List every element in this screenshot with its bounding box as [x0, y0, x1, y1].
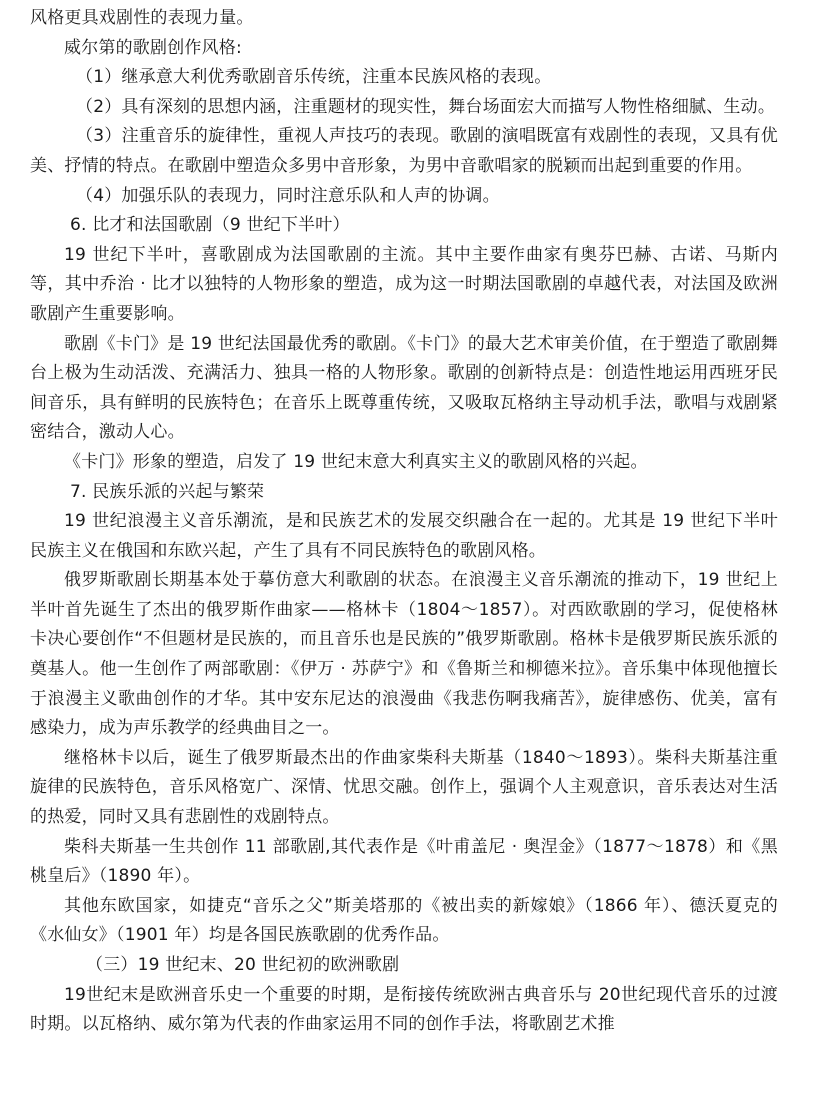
paragraph-carmen: 歌剧《卡门》是 19 世纪法国最优秀的歌剧。《卡门》的最大艺术审美价值，在于塑造了歌剧舞台上极为生动活泼、充满活力、独具一格的人物形象。歌剧的创新特点是：创造性地运用西班牙民间音乐，具有鲜明的民族特色；在音乐上既尊重传统，又吸取瓦格纳主导动机手法，歌唱与戏剧紧密结合，激动人心。: [30, 333, 778, 443]
paragraph-national-schools: 19 世纪浪漫主义音乐潮流，是和民族艺术的发展交织融合在一起的。尤其是 19 世纪下半叶民族主义在俄国和东欧兴起，产生了具有不同民族特色的歌剧风格。: [30, 511, 778, 561]
section-heading-7: 7. 民族乐派的兴起与繁荣: [70, 481, 265, 502]
paragraph-late-19th-century: 19世纪末是欧洲音乐史一个重要的时期，是衔接传统欧洲古典音乐与 20世纪现代音乐的过渡时期。以瓦格纳、威尔第为代表的作曲家运用不同的创作手法，将歌剧艺术推: [30, 984, 778, 1035]
paragraph-tchaikovsky-operas: 柴科夫斯基一生共创作 11 部歌剧,其代表作是《叶甫盖尼 · 奥涅金》（1877～1878）和《黑桃皇后》（1890 年）。: [30, 836, 778, 887]
paragraph-french-opera: 19 世纪下半叶，喜歌剧成为法国歌剧的主流。其中主要作曲家有奥芬巴赫、古诺、马斯内等，其中乔治 · 比才以独特的人物形象的塑造，成为这一时期法国歌剧的卓越代表，对法国及欧洲歌剧产生重要影响。: [30, 244, 778, 324]
paragraph-verdi-intro: 威尔第的歌剧创作风格:: [64, 37, 242, 58]
list-item-4: （4）加强乐队的表现力，同时注意乐队和人声的协调。: [76, 185, 500, 206]
paragraph-continuation: 风格更具戏剧性的表现力量。: [30, 8, 254, 28]
paragraph-tchaikovsky: 继格林卡以后，诞生了俄罗斯最杰出的作曲家柴科夫斯基（1840～1893）。柴科夫斯基注重旋律的民族特色，音乐风格宽广、深情、忧思交融。创作上，强调个人主观意识，音乐表达对生活的热爱，同时又具有悲剧性的戏剧特点。: [30, 747, 778, 828]
paragraph-glinka: 俄罗斯歌剧长期基本处于摹仿意大利歌剧的状态。在浪漫主义音乐潮流的推动下，19 世纪上半叶首先诞生了杰出的俄罗斯作曲家——格林卡（1804～1857）。对西欧歌剧的学习，促使格林卡决心要创作“不但题材是民族的，而且音乐也是民族的”俄罗斯歌剧。格林卡是俄罗斯民族乐派的奠基人。他一生创作了两部歌剧：《伊万 · 苏萨宁》和《鲁斯兰和柳德米拉》。音乐集中体现他擅长于浪漫主义歌曲创作的才华。其中安东尼达的浪漫曲《我悲伤啊我痛苦》，旋律感伤、优美，富有感染力，成为声乐教学的经典曲目之一。: [30, 570, 778, 739]
list-item-3: （3）注重音乐的旋律性，重视人声技巧的表现。歌剧的演唱既富有戏剧性的表现，又具有优美、抒情的特点。在歌剧中塑造众多男中音形象，为男中音歌唱家的脱颖而出起到重要的作用。: [30, 126, 778, 176]
paragraph-carmen-influence: 《卡门》形象的塑造，启发了 19 世纪末意大利真实主义的歌剧风格的兴起。: [64, 451, 648, 472]
section-heading-6: 6. 比才和法国歌剧（9 世纪下半叶）: [70, 215, 350, 236]
section-heading-three: （三）19 世纪末、20 世纪初的欧洲歌剧: [86, 955, 400, 975]
list-item-1: （1）继承意大利优秀歌剧音乐传统，注重本民族风格的表现。: [76, 67, 552, 88]
paragraph-eastern-europe: 其他东欧国家，如捷克“音乐之父”斯美塔那的《被出卖的新嫁娘》（1866 年）、德沃夏克的《水仙女》（1901 年）均是各国民族歌剧的优秀作品。: [30, 895, 778, 946]
list-item-2: （2）具有深刻的思想内涵，注重题材的现实性，舞台场面宏大而描写人物性格细腻、生动。: [76, 96, 776, 117]
